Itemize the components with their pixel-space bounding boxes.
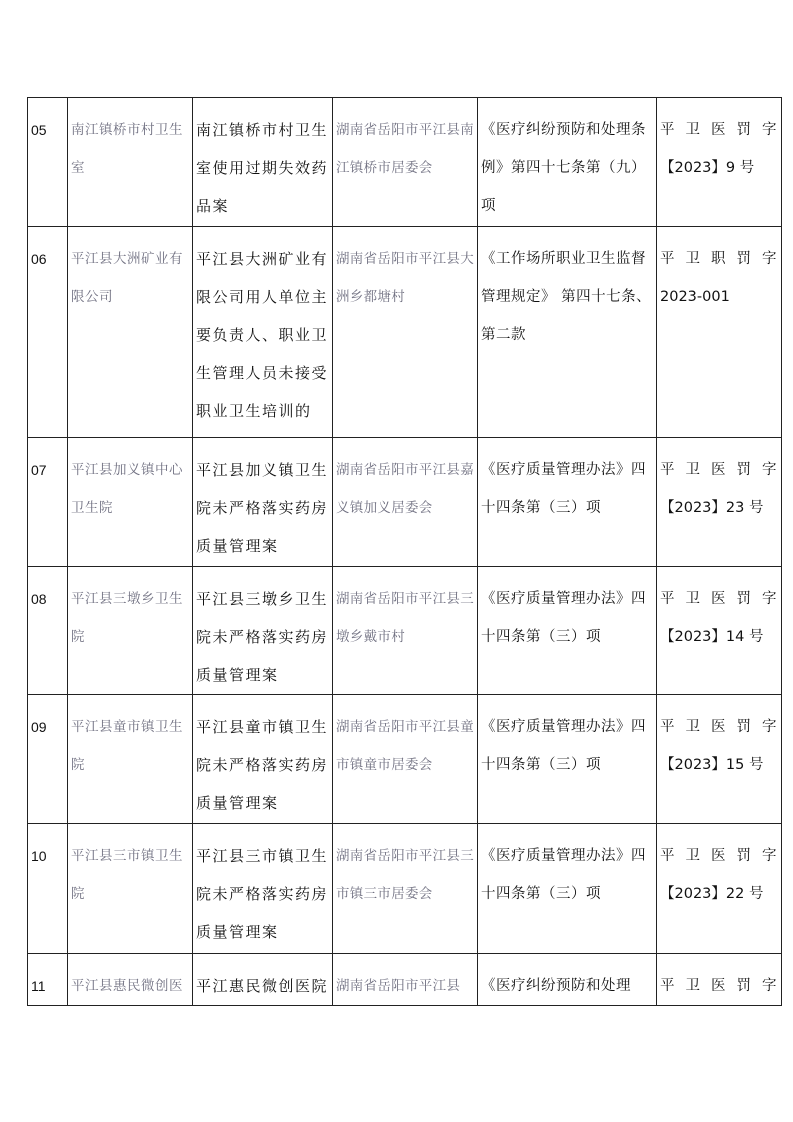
row-number: 06 (28, 227, 68, 438)
document-prefix: 平卫医罚字 (660, 122, 788, 138)
unit-name: 平江县惠民微创医 (68, 954, 193, 1006)
address: 湖南省岳阳市平江县 (333, 954, 478, 1006)
document-prefix: 平卫医罚字 (660, 978, 788, 994)
address: 湖南省岳阳市平江县南江镇桥市居委会 (333, 98, 478, 227)
document-code: 【2023】14 号 (660, 629, 764, 645)
table-row (28, 567, 782, 695)
legal-basis: 《医疗质量管理办法》四十四条第（三）项 (478, 567, 657, 695)
document-number (657, 824, 788, 954)
document-code: 【2023】9 号 (660, 160, 755, 176)
legal-basis: 《医疗质量管理办法》四十四条第（三）项 (478, 824, 657, 954)
row-number: 11 (28, 954, 68, 1006)
address: 湖南省岳阳市平江县嘉义镇加义居委会 (333, 438, 478, 567)
penalty-table (27, 97, 788, 1006)
case-name: 平江县大洲矿业有限公司用人单位主要负责人、职业卫生管理人员未接受职业卫生培训的 (193, 227, 333, 438)
case-name: 平江县三墩乡卫生院未严格落实药房质量管理案 (193, 567, 333, 695)
unit-name: 平江县大洲矿业有限公司 (68, 227, 193, 438)
document-number (657, 954, 788, 1006)
address: 湖南省岳阳市平江县童市镇童市居委会 (333, 695, 478, 824)
unit-name: 平江县童市镇卫生院 (68, 695, 193, 824)
unit-name: 平江县三墩乡卫生院 (68, 567, 193, 695)
row-number: 08 (28, 567, 68, 695)
document-prefix: 平卫医罚字 (660, 591, 788, 607)
case-name: 平江县童市镇卫生院未严格落实药房质量管理案 (193, 695, 333, 824)
table-row (28, 98, 782, 227)
table-row (28, 438, 782, 567)
table-body (28, 98, 788, 1006)
case-name: 南江镇桥市村卫生室使用过期失效药品案 (193, 98, 333, 227)
document-number (657, 695, 788, 824)
table-row (28, 695, 782, 824)
row-number: 07 (28, 438, 68, 567)
address: 湖南省岳阳市平江县大洲乡都塘村 (333, 227, 478, 438)
unit-name: 南江镇桥市村卫生室 (68, 98, 193, 227)
case-name: 平江县三市镇卫生院未严格落实药房质量管理案 (193, 824, 333, 954)
address: 湖南省岳阳市平江县三墩乡戴市村 (333, 567, 478, 695)
row-number: 10 (28, 824, 68, 954)
document-number (657, 98, 788, 227)
case-name: 平江惠民微创医院 (193, 954, 333, 1006)
document-code: 【2023】23 号 (660, 500, 764, 516)
document-code: 【2023】15 号 (660, 757, 764, 773)
legal-basis: 《工作场所职业卫生监督管理规定》 第四十七条、第二款 (478, 227, 657, 438)
legal-basis: 《医疗纠纷预防和处理 (478, 954, 657, 1006)
document-code: 【2023】22 号 (660, 886, 764, 902)
unit-name: 平江县加义镇中心卫生院 (68, 438, 193, 567)
unit-name: 平江县三市镇卫生院 (68, 824, 193, 954)
row-number: 09 (28, 695, 68, 824)
document-prefix: 平卫医罚字 (660, 848, 788, 864)
table-row (28, 954, 782, 1006)
legal-basis: 《医疗质量管理办法》四十四条第（三）项 (478, 695, 657, 824)
document-code: 2023-001 (660, 289, 730, 305)
document-number (657, 227, 788, 438)
document-prefix: 平卫职罚字 (660, 251, 788, 267)
document-prefix: 平卫医罚字 (660, 719, 788, 735)
document-prefix: 平卫医罚字 (660, 462, 788, 478)
row-number: 05 (28, 98, 68, 227)
document-number (657, 567, 788, 695)
legal-basis: 《医疗质量管理办法》四十四条第（三）项 (478, 438, 657, 567)
document-number (657, 438, 788, 567)
table-row (28, 824, 782, 954)
case-name: 平江县加义镇卫生院未严格落实药房质量管理案 (193, 438, 333, 567)
legal-basis: 《医疗纠纷预防和处理条例》第四十七条第（九）项 (478, 98, 657, 227)
address: 湖南省岳阳市平江县三市镇三市居委会 (333, 824, 478, 954)
table-row (28, 227, 782, 438)
